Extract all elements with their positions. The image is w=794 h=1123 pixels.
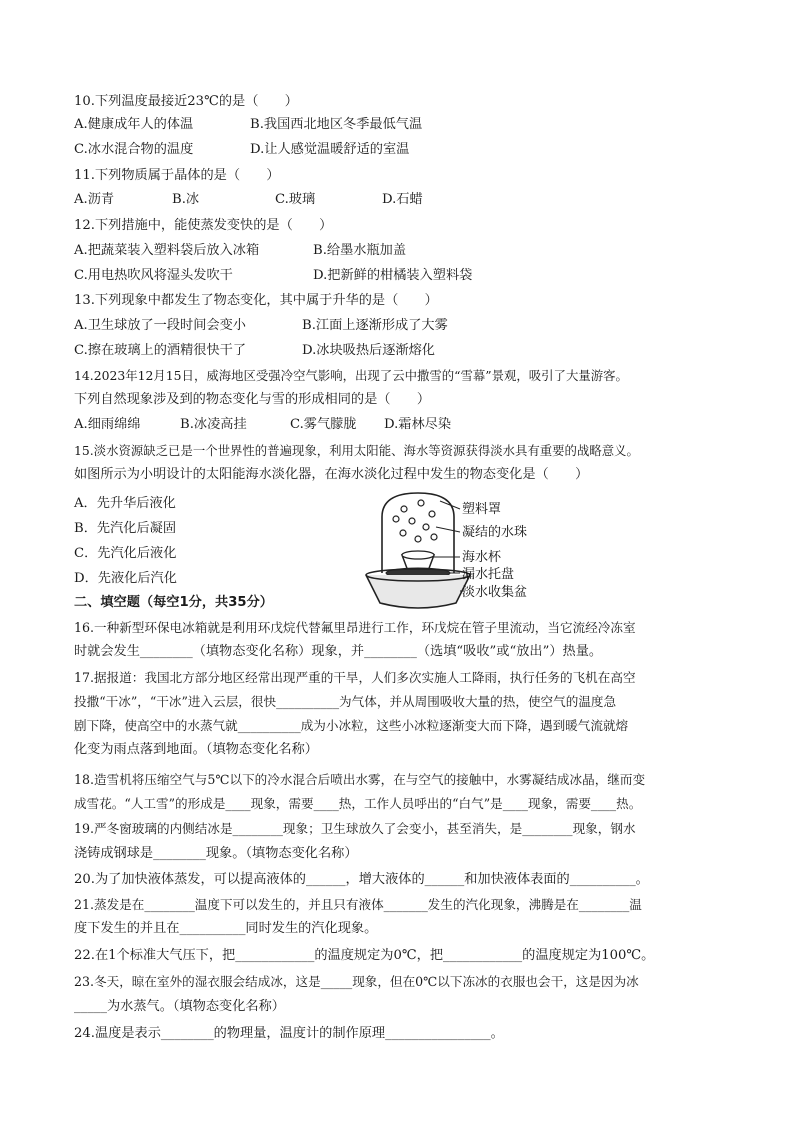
q17-line3: 剧下降，使高空中的水蒸气就__________成为小冰粒，这些小冰粒逐渐变大而下降，遇到暖气流就熔 xyxy=(74,718,629,733)
q13-stem: 13.下列现象中都发生了物态变化，其中属于升华的是（ ） xyxy=(74,293,438,308)
label-seawater-cup: 海水杯 xyxy=(462,550,502,565)
q11-option-d: D.石蜡 xyxy=(382,192,423,207)
q10-option-d: D.让人感觉温暖舒适的室温 xyxy=(250,142,410,157)
q15-stem-line2: 如图所示为小明设计的太阳能海水淡化器，在海水淡化过程中发生的物态变化是（ ） xyxy=(74,467,589,482)
q17-line4: 化变为雨点落到地面。（填物态变化名称） xyxy=(74,742,318,757)
q13-option-b: B.江面上逐渐形成了大雾 xyxy=(302,318,448,333)
water-droplets xyxy=(393,500,437,542)
q12-stem: 12.下列措施中，能使蒸发变快的是（ ） xyxy=(74,218,333,233)
section-fill-in-title: 二、填空题（每空1分，共35分） xyxy=(74,595,273,610)
q14-stem-line1: 14.2023年12月15日，威海地区受强冷空气影响，出现了云中撒雪的“雪幕”景观，吸引了大量游客。 xyxy=(74,368,628,383)
q10-option-a: A.健康成年人的体温 xyxy=(74,117,194,132)
q12-option-b: B.给墨水瓶加盖 xyxy=(313,243,407,258)
q21-line2: 度下发生的并且在__________同时发生的汽化现象。 xyxy=(74,921,378,936)
q11-stem: 11.下列物质属于晶体的是（ ） xyxy=(74,168,280,183)
q18-line1: 18.造雪机将压缩空气与5℃以下的冷水混合后喷出水雾，在与空气的接触中，水雾凝结成冰晶，继而变 xyxy=(74,772,646,787)
q14-stem-line2: 下列自然现象涉及到的物态变化与雪的形成相同的是（ ） xyxy=(74,392,431,407)
q14-option-d: D.霜林尽染 xyxy=(384,417,452,432)
q20-line1: 20.为了加快液体蒸发，可以提高液体的______，增大液体的______和加快液体表面的__________。 xyxy=(74,872,649,887)
q11-option-a: A.沥青 xyxy=(74,192,115,207)
q12-option-c: C.用电热吹风将湿头发吹干 xyxy=(74,268,233,283)
q14-option-a: A.细雨绵绵 xyxy=(74,417,141,432)
q13-option-a: A.卫生球放了一段时间会变小 xyxy=(74,318,246,333)
q10-option-c: C.冰水混合物的温度 xyxy=(74,142,194,157)
q10-stem: 10.下列温度最接近23℃的是（ ） xyxy=(74,94,298,109)
q12-option-a: A.把蔬菜装入塑料袋后放入冰箱 xyxy=(74,243,260,258)
q15-option-d: D．先液化后汽化 xyxy=(74,571,177,586)
q14-option-b: B.冰凌高挂 xyxy=(180,417,247,432)
label-plastic-cover: 塑料罩 xyxy=(462,502,502,517)
q16-line1: 16.一种新型环保电冰箱就是利用环戊烷代替氟里昂进行工作，环戊烷在管子里流动，当它流经冷冻室 xyxy=(74,620,636,635)
label-water-droplets: 凝结的水珠 xyxy=(462,525,528,540)
q17-line1: 17.据报道：我国北方部分地区经常出现严重的干旱，人们多次实施人工降雨，执行任务的飞机在高空 xyxy=(74,670,636,685)
q19-line2: 浇铸成钢球是________现象。（填物态变化名称） xyxy=(74,846,358,861)
q19-line1: 19.严冬窗玻璃的内侧结冰是________现象；卫生球放久了会变小，甚至消失，是________现象，钢水 xyxy=(74,821,636,836)
q13-option-c: C.擦在玻璃上的酒精很快干了 xyxy=(74,343,247,358)
q14-option-c: C.雾气朦胧 xyxy=(290,417,357,432)
q24-line1: 24.温度是表示________的物理量，温度计的制作原理________________。 xyxy=(74,1026,504,1041)
q12-option-d: D.把新鲜的柑橘装入塑料袋 xyxy=(313,268,473,283)
q15-option-c: C．先汽化后液化 xyxy=(74,546,177,561)
q23-line1: 23.冬天，晾在室外的湿衣服会结成冰，这是_____现象，但在0℃以下冻冰的衣服也会干，这是因为冰 xyxy=(74,974,639,989)
q11-option-b: B.冰 xyxy=(172,192,200,207)
q16-line2: 时就会发生________（填物态变化名称）现象，并________（选填“吸收”或“放出”）热量。 xyxy=(74,644,603,659)
q15-option-a: A．先升华后液化 xyxy=(74,496,176,511)
q18-line2: 成雪花。“人工雪”的形成是____现象，需要____热，工作人员呼出的“白气”是____现象，需要____热。 xyxy=(74,796,642,811)
q10-option-b: B.我国西北地区冬季最低气温 xyxy=(250,117,423,132)
q15-stem-line1: 15.淡水资源缺乏已是一个世界性的普遍现象，利用太阳能、海水等资源获得淡水具有重要的战略意义。 xyxy=(74,443,639,458)
desalinator-figure xyxy=(360,487,570,615)
label-leak-tray: 漏水托盘 xyxy=(462,567,515,582)
q15-option-b: B．先汽化后凝固 xyxy=(74,521,177,536)
q23-line2: _____为水蒸气。（填物态变化名称） xyxy=(74,999,285,1014)
q22-line1: 22.在1个标准大气压下，把____________的温度规定为0℃，把____________的温度规定为100℃。 xyxy=(74,948,655,963)
label-freshwater-basin: 淡水收集盆 xyxy=(462,585,528,600)
q21-line1: 21.蒸发是在________温度下可以发生的，并且只有液体_______发生的汽化现象，沸腾是在________温 xyxy=(74,897,642,912)
q17-line2: 投撒“干冰”，“干冰”进入云层，很快__________为气体，并从周围吸收大量的热，使空气的温度急 xyxy=(74,694,617,709)
q11-option-c: C.玻璃 xyxy=(275,192,316,207)
q13-option-d: D.冰块吸热后逐渐熔化 xyxy=(302,343,435,358)
